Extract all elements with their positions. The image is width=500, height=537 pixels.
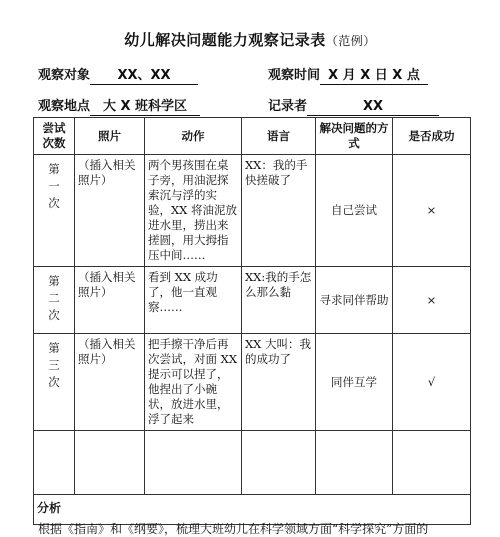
- method-cell: 同伴互学: [316, 334, 393, 431]
- empty-cell: [316, 431, 393, 495]
- table-row: [34, 155, 471, 267]
- photo-cell: （插入相关照片）: [75, 155, 145, 267]
- photo-cell: （插入相关照片）: [75, 267, 145, 334]
- subject-value: XX、XX: [90, 68, 198, 85]
- success-cell: ×: [393, 155, 471, 267]
- action-cell: 把手擦干净后再次尝试，对面 XX 提示可以捏了，他捏出了小碗状，放进水里，浮了起来: [145, 334, 242, 431]
- recorder-label: 记录者: [268, 99, 308, 114]
- table-row-empty: [34, 431, 471, 495]
- analysis-text: 根据《指南》和《纲要》，梳理大班幼儿在科学领域方面“科学探究”方面的: [38, 522, 429, 536]
- table-row: [34, 334, 471, 431]
- empty-cell: [34, 431, 75, 495]
- empty-cell: [393, 431, 471, 495]
- action-cell: 两个男孩围在桌子旁，用油泥探索沉与浮的实验，XX 将油泥放进水里，捞出来搓圆，用大拇指压中间……: [145, 155, 242, 267]
- speech-cell: XX 大叫：我的成功了: [242, 334, 316, 431]
- subject-label: 观察对象: [38, 68, 91, 83]
- time-row: [268, 64, 428, 85]
- empty-cell: [145, 431, 242, 495]
- place-value: 大 X 班科学区: [90, 99, 200, 116]
- speech-cell: XX:我的手怎么那么黏: [242, 267, 316, 334]
- time-value: X 月 X 日 X 点: [320, 68, 428, 85]
- success-cell: √: [393, 334, 471, 431]
- empty-cell: [242, 431, 316, 495]
- form-subtitle: （范例）: [325, 34, 376, 48]
- form-title: 幼儿解决问题能力观察记录表（范例）: [124, 31, 376, 49]
- trial-cell: 第三次: [34, 334, 75, 431]
- photo-cell: （插入相关照片）: [75, 334, 145, 431]
- header-action: 动作: [145, 118, 242, 155]
- place-row: [38, 95, 200, 116]
- method-cell: 自己尝试: [316, 155, 393, 267]
- header-trial: 尝试次数: [34, 118, 75, 155]
- empty-cell: [75, 431, 145, 495]
- observation-table: [33, 117, 471, 525]
- trial-cell: 第一次: [34, 155, 75, 267]
- table-header-row: [34, 118, 471, 155]
- trial-cell: 第二次: [34, 267, 75, 334]
- success-cell: ×: [393, 267, 471, 334]
- place-label: 观察地点: [38, 99, 91, 114]
- header-photo: 照片: [75, 118, 145, 155]
- action-cell: 看到 XX 成功了，他一直观察……: [145, 267, 242, 334]
- header-speech: 语言: [242, 118, 316, 155]
- recorder-row: [268, 95, 439, 116]
- recorder-value: XX: [307, 99, 439, 116]
- method-cell: 寻求同伴帮助: [316, 267, 393, 334]
- analysis-label: 分析: [37, 501, 62, 515]
- table-row: [34, 267, 471, 334]
- speech-cell: XX：我的手快搓破了: [242, 155, 316, 267]
- header-method: 解决问题的方式: [316, 118, 393, 155]
- subject-row: [38, 64, 198, 85]
- time-label: 观察时间: [268, 68, 321, 83]
- header-success: 是否成功: [393, 118, 471, 155]
